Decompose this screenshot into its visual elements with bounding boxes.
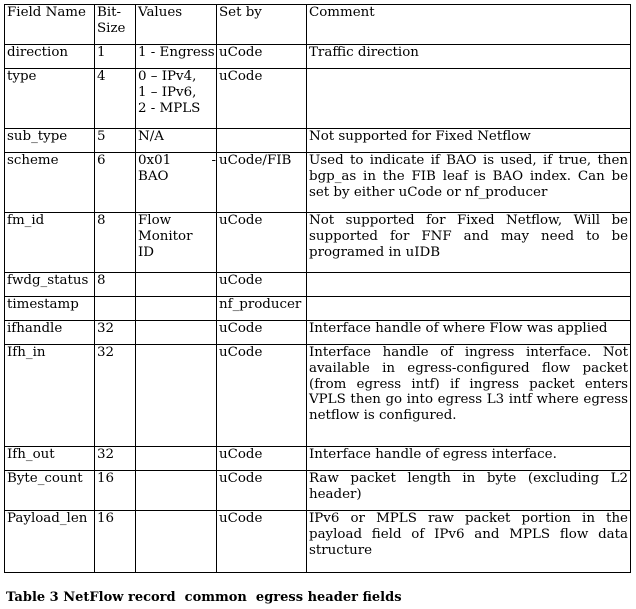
header-field-name: Field Name — [5, 5, 95, 45]
cell-set-by: uCode — [217, 471, 307, 511]
cell-comment: Raw packet length in byte (excluding L2 header) — [307, 471, 631, 511]
cell-bits: 8 — [95, 273, 136, 297]
cell-set-by: uCode — [217, 511, 307, 573]
table-row — [5, 471, 631, 511]
cell-comment: Not supported for Fixed Netflow — [307, 129, 631, 153]
value-line: 0x01 — [138, 153, 172, 168]
table-row — [5, 69, 631, 129]
cell-comment: Not supported for Fixed Netflow, Will be supported for FNF and may need to be programed in uIDB — [307, 213, 631, 273]
cell-set-by: uCode/FIB — [217, 153, 307, 213]
cell-set-by: uCode — [217, 273, 307, 297]
header-bit-size-line1: Bit- — [97, 5, 122, 20]
header-bit-size-line2: Size — [97, 20, 126, 36]
cell-set-by: uCode — [217, 345, 307, 447]
table-row — [5, 129, 631, 153]
cell-comment: Interface handle of ingress interface. Not available in egress-configured flow packet (from egress intf) if ingress packet enters VPLS then go into egress L3 intf where egress netflow is configured. — [307, 345, 631, 447]
cell-comment — [307, 273, 631, 297]
cell-field: sub_type — [5, 129, 95, 153]
cell-bits: 32 — [95, 447, 136, 471]
cell-comment: Traffic direction — [307, 45, 631, 69]
header-comment: Comment — [307, 5, 631, 45]
cell-bits: 4 — [95, 69, 136, 129]
cell-bits: 16 — [95, 471, 136, 511]
value-line: ID — [138, 244, 155, 260]
table-row — [5, 345, 631, 447]
cell-comment: IPv6 or MPLS raw packet portion in the payload field of IPv6 and MPLS flow data structure — [307, 511, 631, 573]
table-caption: Table 3 NetFlow record common egress header fields — [6, 590, 402, 605]
table-row — [5, 297, 631, 321]
header-set-by: Set by — [217, 5, 307, 45]
cell-bits — [95, 297, 136, 321]
cell-comment — [307, 69, 631, 129]
cell-bits: 5 — [95, 129, 136, 153]
cell-comment: Used to indicate if BAO is used, if true, then bgp_as in the FIB leaf is BAO index. Can be set by either uCode or nf_producer — [307, 153, 631, 213]
table-row — [5, 153, 631, 213]
value-line: 1 – IPv6, — [138, 84, 197, 100]
cell-set-by: uCode — [217, 213, 307, 273]
table-header-row — [5, 5, 631, 45]
cell-comment: Interface handle of where Flow was applied — [307, 321, 631, 345]
cell-field: fm_id — [5, 213, 95, 273]
cell-bits: 1 — [95, 45, 136, 69]
cell-values — [136, 213, 217, 273]
table-row — [5, 273, 631, 297]
value-line: 2 - MPLS — [138, 100, 201, 116]
cell-bits: 16 — [95, 511, 136, 573]
cell-values — [136, 447, 217, 471]
cell-values — [136, 273, 217, 297]
cell-bits: 6 — [95, 153, 136, 213]
table-row — [5, 45, 631, 69]
value-line: Monitor — [138, 228, 193, 244]
cell-values — [136, 345, 217, 447]
cell-values — [136, 69, 217, 129]
cell-set-by: uCode — [217, 321, 307, 345]
cell-comment — [307, 297, 631, 321]
cell-values — [136, 321, 217, 345]
cell-field: scheme — [5, 153, 95, 213]
value-dash: - — [211, 153, 216, 168]
cell-field: direction — [5, 45, 95, 69]
cell-field: type — [5, 69, 95, 129]
value-line: BAO — [138, 168, 169, 184]
cell-values: 1 - Engress — [136, 45, 217, 69]
cell-values — [136, 153, 217, 213]
cell-bits: 32 — [95, 321, 136, 345]
cell-bits: 32 — [95, 345, 136, 447]
cell-field: Payload_len — [5, 511, 95, 573]
cell-set-by: nf_producer — [217, 297, 307, 321]
cell-field: fwdg_status — [5, 273, 95, 297]
table-row — [5, 213, 631, 273]
cell-values — [136, 511, 217, 573]
table-row — [5, 321, 631, 345]
cell-set-by: uCode — [217, 447, 307, 471]
cell-field: Ifh_in — [5, 345, 95, 447]
cell-set-by: uCode — [217, 69, 307, 129]
cell-bits: 8 — [95, 213, 136, 273]
netflow-egress-header-table — [4, 4, 631, 573]
cell-field: Ifh_out — [5, 447, 95, 471]
cell-field: ifhandle — [5, 321, 95, 345]
cell-set-by — [217, 129, 307, 153]
cell-values — [136, 471, 217, 511]
header-bit-size — [95, 5, 136, 45]
cell-field: timestamp — [5, 297, 95, 321]
value-line: Flow — [138, 213, 172, 228]
value-line: 0 – IPv4, — [138, 69, 197, 84]
table-row — [5, 447, 631, 471]
cell-values — [136, 297, 217, 321]
cell-set-by: uCode — [217, 45, 307, 69]
table-row — [5, 511, 631, 573]
cell-values: N/A — [136, 129, 217, 153]
cell-comment: Interface handle of egress interface. — [307, 447, 631, 471]
cell-field: Byte_count — [5, 471, 95, 511]
header-values: Values — [136, 5, 217, 45]
